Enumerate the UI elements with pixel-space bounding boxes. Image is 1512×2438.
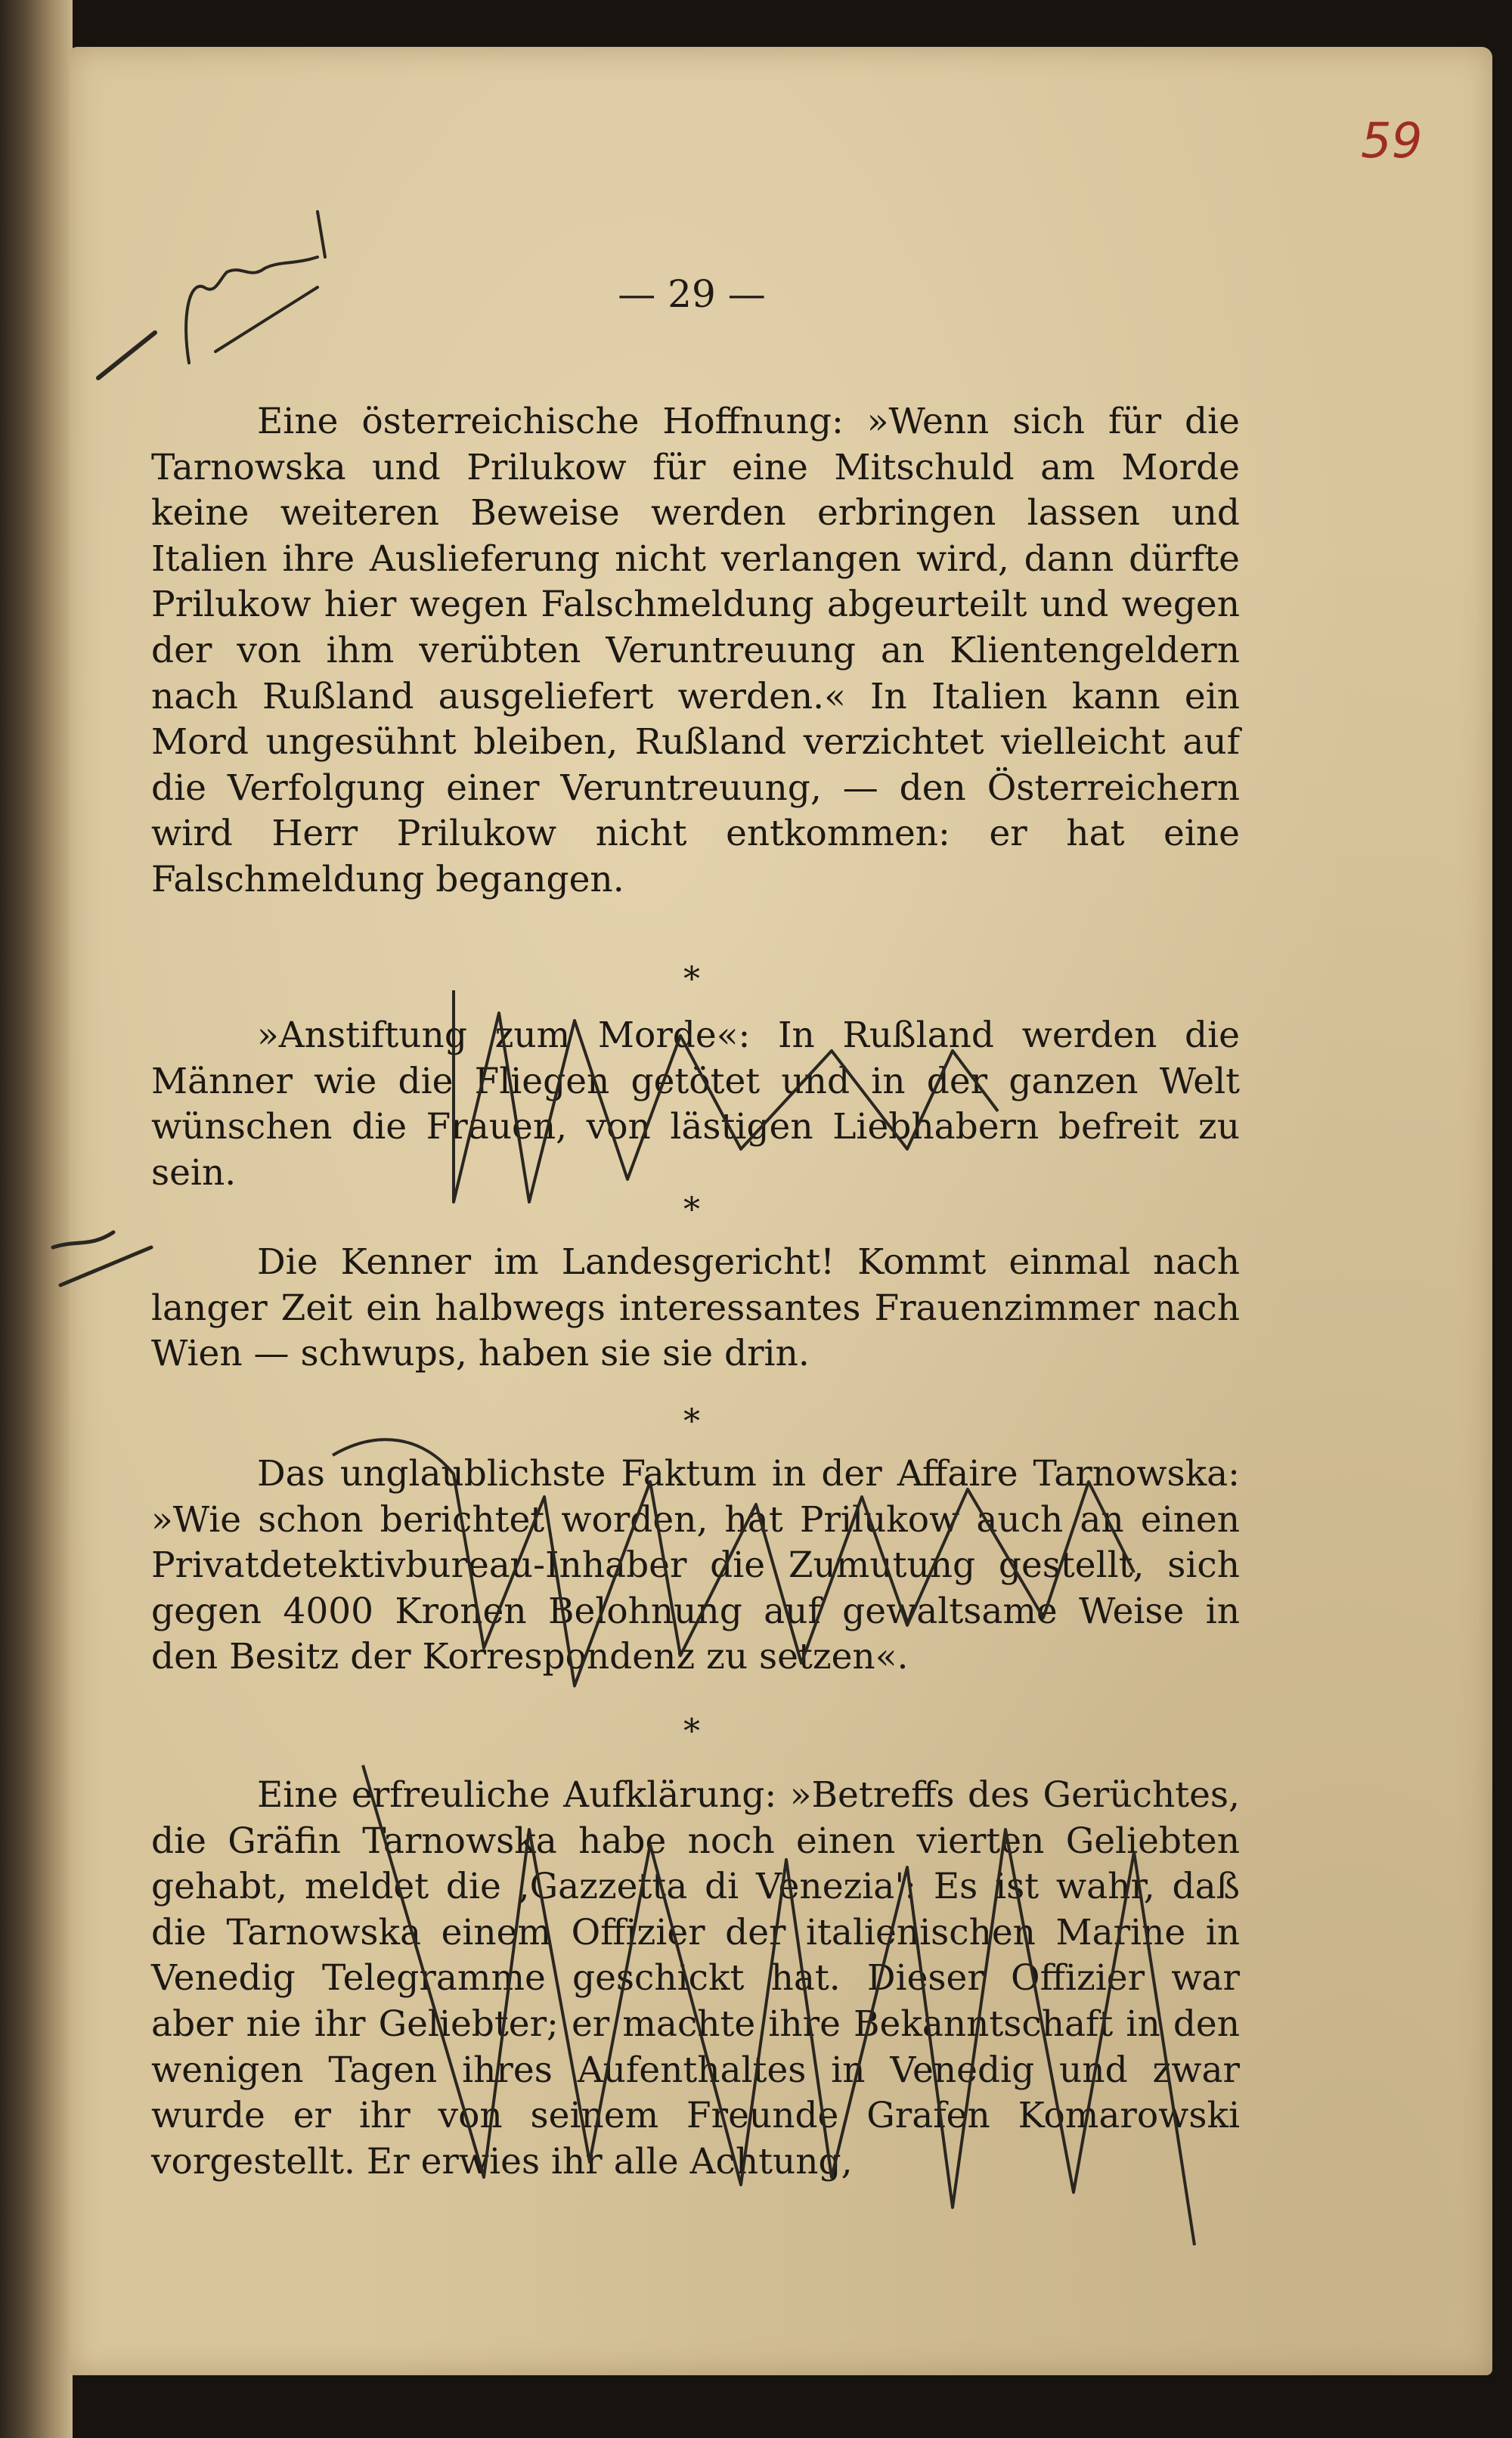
paragraph-2 xyxy=(151,1013,1240,1196)
section-separator: * xyxy=(683,1712,700,1751)
paragraph-text: Eine österreichische Hoffnung: »Wenn sich für die Tarnowska und Prilukow für eine Mitschuld am Morde keine weiteren Beweise werden erbringen lassen und Italien ihre Auslieferung nicht verlangen wird, dann dürfte Prilukow hier wegen Falschmeldung abgeurteilt und wegen der von ihm verübten Veruntreuung an Klientengeldern nach Rußland ausgeliefert werden.« In Italien kann ein Mord ungesühnt bleiben, Rußland verzichtet vielleicht auf die Verfolgung einer Veruntreuung, — den Österreichern wird Herr Prilukow nicht entkommen: er hat eine Falschmeldung begangen. xyxy=(151,401,1240,900)
section-separator: * xyxy=(683,960,700,999)
section-separator: * xyxy=(683,1402,700,1441)
paragraph-5 xyxy=(151,1773,1240,2185)
paragraph-text: Das unglaublichste Faktum in der Affaire Tarnowska: »Wie schon berichtet worden, hat Prilukow auch an einen Privatdetektivbureau-Inhaber die Zumutung gestellt, sich gegen 4000 Kronen Belohnung auf gewaltsame Weise in den Besitz der Korrespondenz zu setzen«. xyxy=(151,1453,1240,1678)
section-separator: * xyxy=(683,1191,700,1229)
page-number: — 29 — xyxy=(618,272,766,316)
paragraph-4 xyxy=(151,1451,1240,1681)
paragraph-3 xyxy=(151,1240,1240,1377)
paragraph-text: Die Kenner im Landesgericht! Kommt einmal nach langer Zeit ein halbwegs interessantes Frauenzimmer nach Wien — schwups, haben sie sie drin. xyxy=(151,1241,1240,1375)
paragraph-text: »Anstiftung zum Morde«: In Rußland werden die Männer wie die Fliegen getötet und in der ganzen Welt wünschen die Frauen, von lästigen Liebhabern befreit zu sein. xyxy=(151,1015,1240,1194)
folio-number: 59 xyxy=(1361,113,1423,169)
paragraph-text: Eine erfreuliche Aufklärung: »Betreffs des Gerüchtes, die Gräfin Tarnowska habe noch einen vierten Geliebten gehabt, meldet die ,Gazzetta di Venezia': Es ist wahr, daß die Tarnowska einem Offizier der italienischen Marine in Venedig Telegramme geschickt hat. Dieser Offizier war aber nie ihr Geliebter; er machte ihre Bekanntschaft in den wenigen Tagen ihres Aufenthaltes in Venedig und zwar wurde er ihr von seinem Freunde Grafen Komarowski vorgestellt. Er erwies ihr alle Achtung, xyxy=(151,1774,1240,2182)
paragraph-1 xyxy=(151,399,1240,903)
